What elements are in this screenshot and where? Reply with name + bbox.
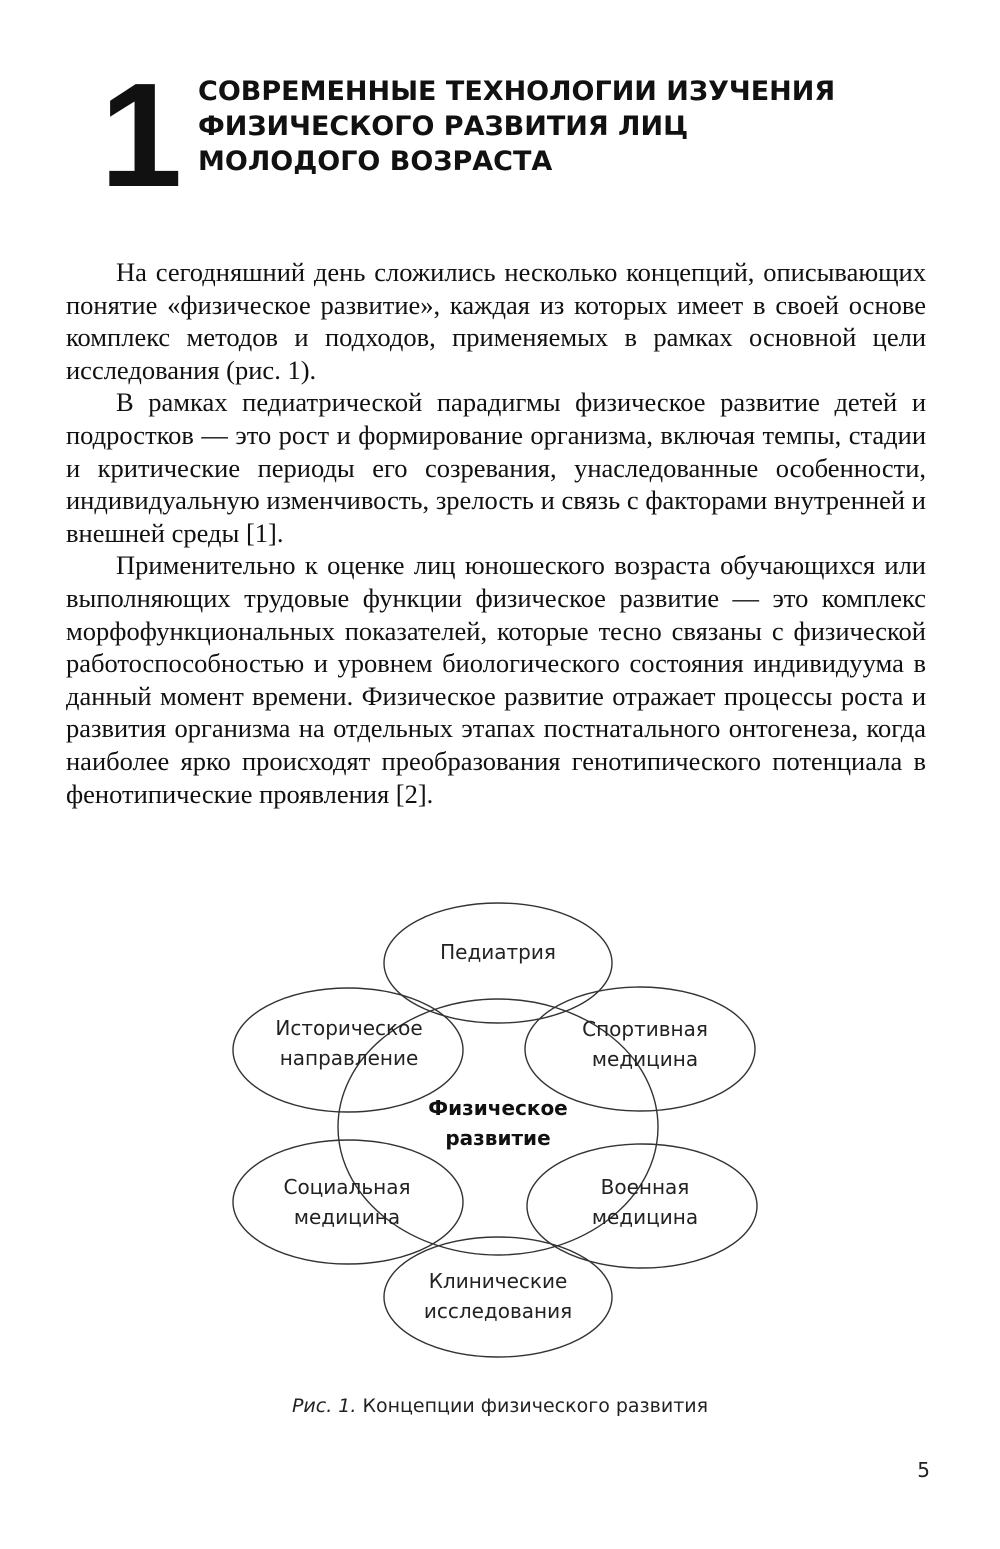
concept-label-clinical-line-2: исследования <box>423 1299 573 1323</box>
concept-label-pediatrics: Педиатрия <box>440 940 556 964</box>
concept-label-military-line-2: медицина <box>591 1205 699 1229</box>
center-label-line-2: развитие <box>445 1126 551 1150</box>
figure-caption <box>0 1395 1000 1417</box>
concept-label-historical-line-2: направление <box>279 1046 419 1070</box>
paragraph-2: В рамках педиатрической парадигмы физическое развитие детей и подростков — это рост и формирование организма, включая темпы, стадии и критические периоды его созревания, унаследованные особенности, индивидуальную изменчивость, зрелость и связь с факторами внутренней и внешней среды [1]. <box>66 387 926 548</box>
concept-label-social-line-2: медицина <box>293 1205 401 1229</box>
figure-caption-label: Рис. 1. <box>291 1395 357 1417</box>
center-label-line-1: Физическое <box>428 1096 568 1120</box>
chapter-title <box>198 74 938 179</box>
chapter-title-line: СОВРЕМЕННЫЕ ТЕХНОЛОГИИ ИЗУЧЕНИЯ <box>198 76 836 107</box>
concept-label-historical-line-1: Историческое <box>275 1016 423 1040</box>
chapter-number: 1 <box>100 53 179 218</box>
ellipse-social-medicine <box>233 1140 463 1264</box>
chapter-title-line: ФИЗИЧЕСКОГО РАЗВИТИЯ ЛИЦ <box>198 111 689 142</box>
concept-label-military-line-1: Военная <box>600 1175 690 1199</box>
paragraph-1: На сегодняшний день сложились несколько концепций, описывающих понятие «физическое развитие», каждая из которых имеет в своей основе комплекс методов и подходов, применяемых в рамках основной цели исследования (рис. 1). <box>66 257 926 385</box>
concept-label-clinical-line-1: Клинические <box>428 1269 568 1293</box>
paragraph-3: Применительно к оценке лиц юношеского возраста обучающихся или выполняющих трудовые функции физическое развитие — это комплекс морфофункциональных показателей, которые тесно связаны с физической работоспособностью и уровнем биологического состояния индивидуума в данный момент времени. Физическое развитие отражает процессы роста и развития организма на отдельных этапах постнатального онтогенеза, когда наиболее ярко происходят преобразования генотипического потенциала в фенотипические проявления [2]. <box>66 550 926 809</box>
concept-label-social-line-1: Социальная <box>283 1175 411 1199</box>
figure-caption-text: Концепции физического развития <box>362 1395 709 1417</box>
chapter-title-line: МОЛОДОГО ВОЗРАСТА <box>198 146 553 177</box>
concepts-diagram-svg <box>220 895 780 1375</box>
concepts-diagram <box>220 895 780 1375</box>
concept-label-sports-line-1: Спортивная <box>582 1017 708 1041</box>
concept-label-sports-line-2: медицина <box>591 1047 699 1071</box>
page-number: 5 <box>917 1458 930 1482</box>
body-text <box>66 256 926 810</box>
